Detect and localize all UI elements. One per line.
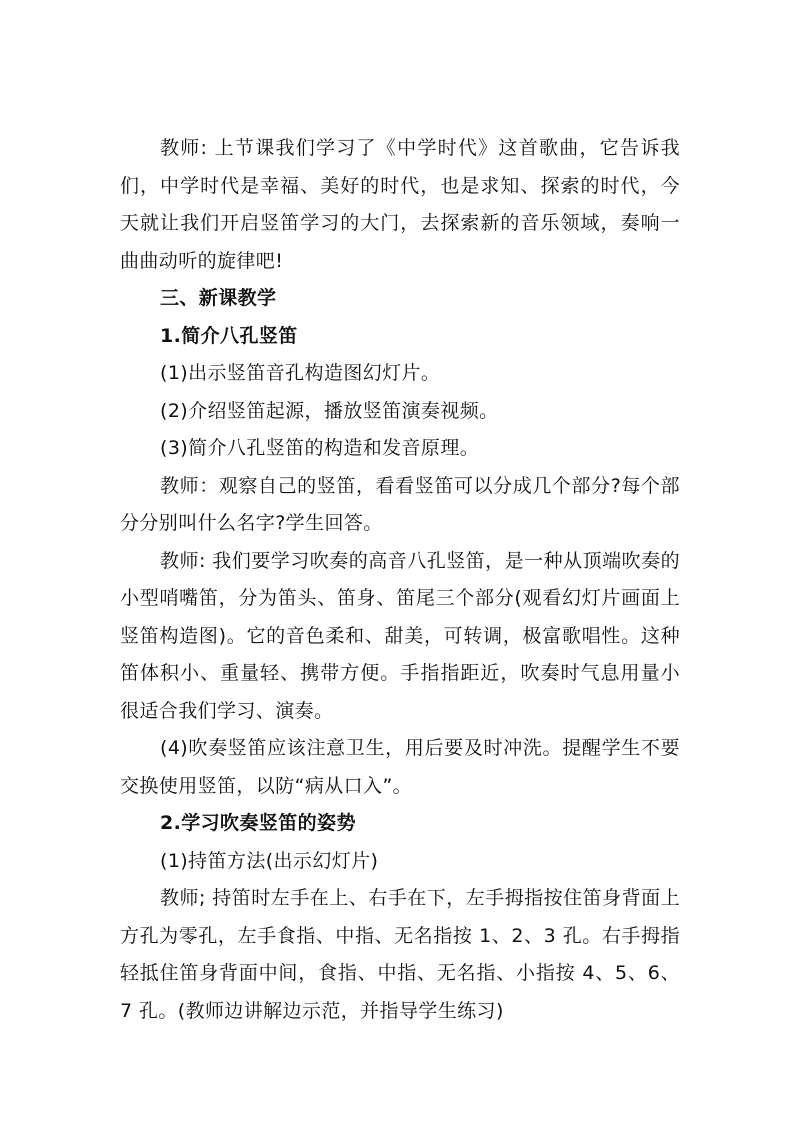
subheading-posture: 2.学习吹奏竖笛的姿势	[160, 812, 356, 834]
document-body	[120, 130, 680, 1030]
subheading-intro-recorder: 1.简介八孔竖笛	[160, 324, 298, 347]
paragraph-holding-explanation: 教师; 持笛时左手在上、右手在下，左手拇指按住笛身背面上方孔为零孔，左手食指、中指、无名指按 1、2、3 孔。右手拇指轻抵住笛身背面中间，食指、中指、无名指、小指按 4、5、6、7 孔。(教师边讲解边示范，并指导学生练习)	[120, 887, 680, 1022]
list-item-4: (4)吹奏竖笛应该注意卫生，用后要及时冲洗。提醒学生不要交换使用竖笛，以防“病从口入”。	[120, 737, 680, 797]
section-heading-new-lesson: 三、新课教学	[160, 287, 277, 309]
list-item-holding-method: (1)持笛方法(出示幻灯片)	[160, 849, 379, 872]
paragraph-intro: 教师: 上节课我们学习了《中学时代》这首歌曲，它告诉我们，中学时代是幸福、美好的时代，也是求知、探索的时代，今天就让我们开启竖笛学习的大门，去探索新的音乐领域，奏响一曲曲动听的旋律吧!	[120, 137, 680, 272]
list-item-2: (2)介绍竖笛起源，播放竖笛演奏视频。	[160, 399, 499, 422]
list-item-1: (1)出示竖笛音孔构造图幻灯片。	[160, 362, 441, 384]
list-item-3: (3)简介八孔竖笛的构造和发音原理。	[160, 437, 480, 459]
paragraph-teacher-explanation: 教师: 我们要学习吹奏的高音八孔竖笛，是一种从顶端吹奏的小型哨嘴笛，分为笛头、笛身、笛尾三个部分(观看幻灯片画面上竖笛构造图)。它的音色柔和、甜美，可转调，极富歌唱性。这种笛体积小、重量轻、携带方便。手指指距近，吹奏时气息用量小很适合我们学习、演奏。	[120, 549, 680, 722]
paragraph-teacher-question: 教师：观察自己的竖笛，看看竖笛可以分成几个部分?每个部分分别叫什么名字?学生回答。	[120, 474, 680, 534]
